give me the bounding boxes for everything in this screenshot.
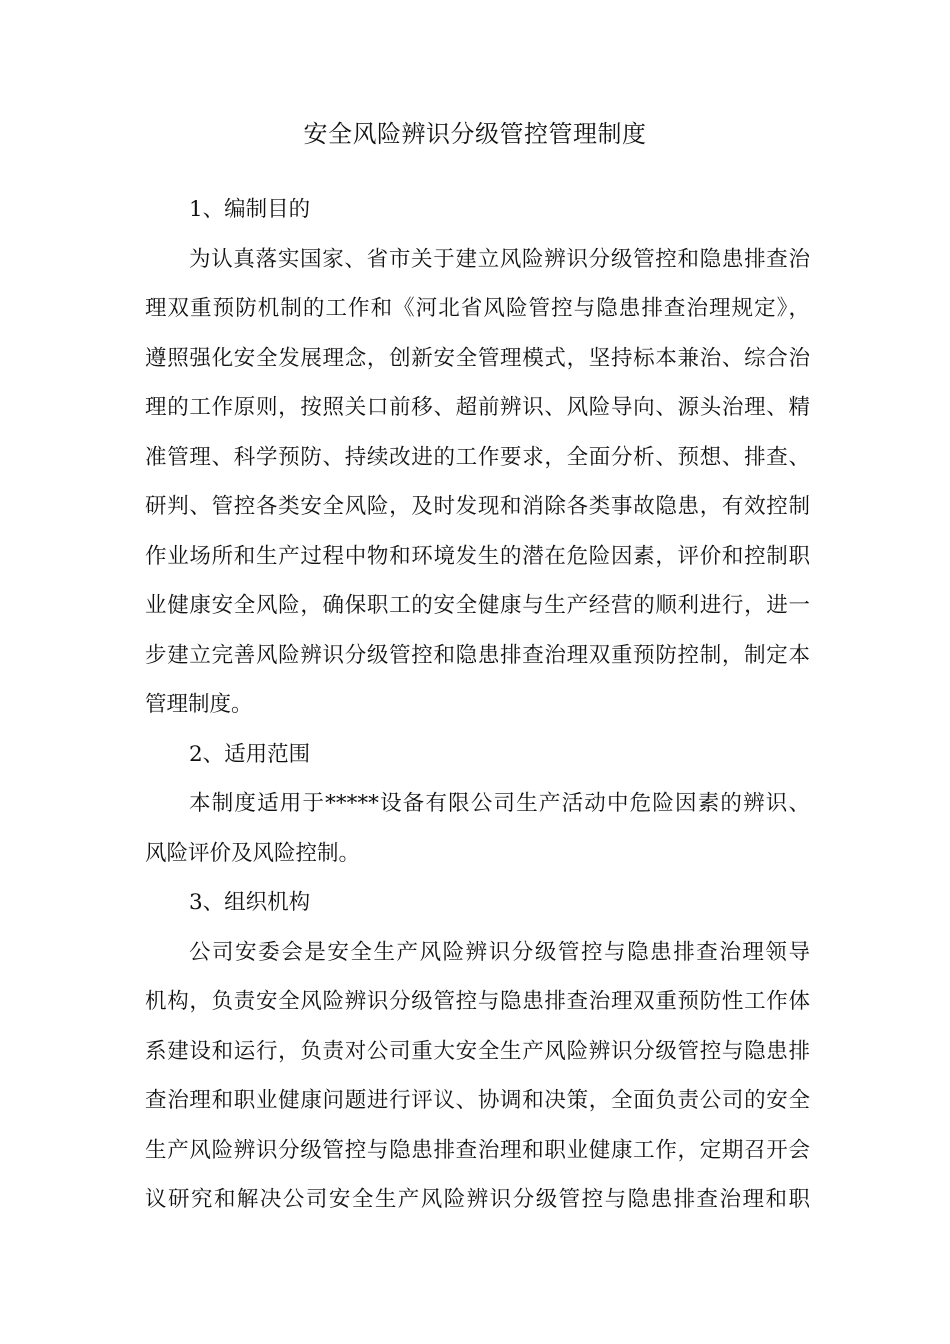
paragraph-line: 业健康安全风险，确保职工的安全健康与生产经营的顺利进行，进一 — [145, 593, 810, 618]
paragraph-line: 为认真落实国家、省市关于建立风险辨识分级管控和隐患排查治 — [189, 246, 810, 272]
section-heading: 2、适用范围 — [189, 741, 311, 767]
paragraph-line: 遵照强化安全发展理念，创新安全管理模式，坚持标本兼治、综合治 — [145, 345, 810, 371]
paragraph-line: 研判、管控各类安全风险，及时发现和消除各类事故隐患，有效控制 — [145, 494, 810, 519]
paragraph-line: 系建设和运行，负责对公司重大安全生产风险辨识分级管控与隐患排 — [145, 1038, 810, 1064]
section-heading: 1、编制目的 — [189, 197, 311, 222]
section-organization — [145, 878, 810, 1225]
paragraph-line: 风险评价及风险控制。 — [145, 840, 361, 866]
document-body — [145, 185, 810, 1225]
paragraph-line: 机构，负责安全风险辨识分级管控与隐患排查治理双重预防性工作体 — [145, 989, 810, 1014]
paragraph-line: 生产风险辨识分级管控与隐患排查治理和职业健康工作，定期召开会 — [145, 1137, 810, 1163]
paragraph-line: 准管理、科学预防、持续改进的工作要求，全面分析、预想、排查、 — [145, 444, 810, 470]
paragraph-line: 查治理和职业健康问题进行评议、协调和决策，全面负责公司的安全 — [145, 1088, 810, 1113]
section-purpose — [145, 185, 810, 730]
paragraph-line: 公司安委会是安全生产风险辨识分级管控与隐患排查治理领导 — [189, 939, 810, 965]
paragraph-line: 本制度适用于*****设备有限公司生产活动中危险因素的辨识、 — [189, 791, 810, 816]
paragraph-line: 步建立完善风险辨识分级管控和隐患排查治理双重预防控制，制定本 — [145, 642, 810, 668]
paragraph-line: 理的工作原则，按照关口前移、超前辨识、风险导向、源头治理、精 — [145, 395, 810, 420]
paragraph-line: 作业场所和生产过程中物和环境发生的潜在危险因素，评价和控制职 — [145, 543, 810, 569]
section-scope — [145, 730, 810, 879]
paragraph-line: 理双重预防机制的工作和《河北省风险管控与隐患排查治理规定》， — [145, 296, 810, 321]
section-heading: 3、组织机构 — [189, 890, 311, 915]
paragraph-line: 管理制度。 — [145, 692, 253, 717]
document-title: 安全风险辨识分级管控管理制度 — [303, 120, 647, 148]
paragraph-line: 议研究和解决公司安全生产风险辨识分级管控与隐患排查治理和职 — [145, 1187, 810, 1212]
